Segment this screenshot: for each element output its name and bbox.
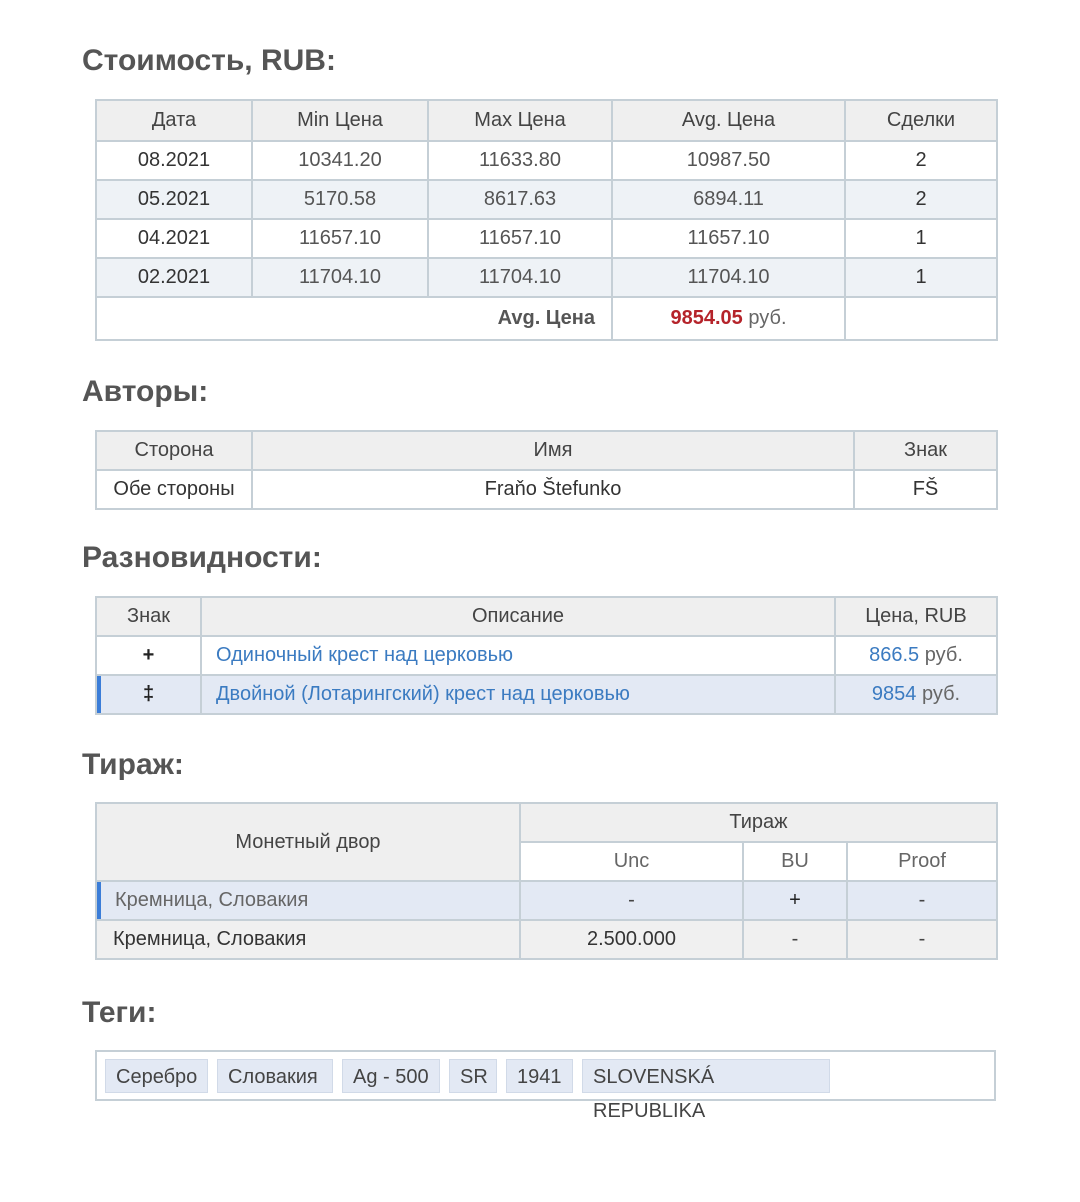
variety-mark: ‡ [96,675,201,714]
table-row [96,141,997,180]
col-header-unc: Unc [520,842,743,881]
variety-price-unit: руб. [921,683,961,705]
variety-row[interactable] [96,636,997,675]
min-price-cell: 11704.10 [252,258,428,297]
variety-mark: + [96,636,201,675]
author-mark-cell: FŠ [854,470,997,509]
table-row [96,180,997,219]
variety-description-cell [201,675,835,714]
cost-table [95,99,998,341]
date-cell: 05.2021 [96,180,252,219]
col-header-date: Дата [96,100,252,141]
min-price-cell: 5170.58 [252,180,428,219]
col-header-proof: Proof [847,842,997,881]
unc-cell: - [520,881,743,920]
bu-cell: - [743,920,847,959]
variety-price-cell [835,675,997,714]
mintage-row-selected[interactable] [96,881,997,920]
mintage-section-title: Тираж: [82,748,184,781]
proof-cell: - [847,920,997,959]
avg-price-cell: 11657.10 [612,219,845,258]
author-name-cell: Fraňo Štefunko [252,470,854,509]
deals-cell: 2 [845,180,997,219]
variety-price-cell [835,636,997,675]
side-cell: Обе стороны [96,470,252,509]
mint-name-cell: Кремница, Словакия [96,881,520,920]
col-header-description: Описание [201,597,835,636]
tag-item[interactable]: 1941 [506,1059,573,1093]
avg-summary-cell [612,297,845,340]
bu-cell: + [743,881,847,920]
min-price-cell: 10341.20 [252,141,428,180]
variety-link[interactable]: Одиночный крест над церковью [216,644,513,666]
col-header-mintage: Тираж [520,803,997,842]
tags-container [95,1050,996,1122]
mint-name-cell: Кремница, Словакия [96,920,520,959]
max-price-cell: 11633.80 [428,141,612,180]
tag-item[interactable]: SR [449,1059,497,1093]
authors-table [95,430,998,510]
authors-section-title: Авторы: [82,375,209,408]
table-row [96,219,997,258]
col-header-max-price: Max Цена [428,100,612,141]
col-header-mint: Монетный двор [96,803,520,881]
variety-description-cell [201,636,835,675]
avg-summary-label: Avg. Цена [96,297,612,340]
variety-link[interactable]: Двойной (Лотарингский) крест над церковью [216,683,630,705]
avg-price-cell: 11704.10 [612,258,845,297]
avg-summary-value: 9854.05 [670,307,743,329]
variety-price-unit: руб. [924,644,963,666]
tag-item[interactable]: Серебро [105,1059,208,1093]
max-price-cell: 11704.10 [428,258,612,297]
avg-price-cell: 6894.11 [612,180,845,219]
date-cell: 02.2021 [96,258,252,297]
tag-item[interactable]: Словакия [217,1059,333,1093]
max-price-cell: 11657.10 [428,219,612,258]
col-header-mark: Знак [96,597,201,636]
col-header-price: Цена, RUB [835,597,997,636]
col-header-deals: Сделки [845,100,997,141]
table-row [96,258,997,297]
col-header-min-price: Min Цена [252,100,428,141]
variety-price-link[interactable]: 866.5 [869,644,920,666]
varieties-section-title: Разновидности: [82,541,322,574]
empty-cell [845,297,997,340]
date-cell: 04.2021 [96,219,252,258]
variety-price-link[interactable]: 9854 [871,683,917,705]
avg-summary-row [96,297,997,340]
variety-row-selected[interactable] [96,675,997,714]
avg-summary-unit: руб. [748,307,787,329]
deals-cell: 1 [845,258,997,297]
proof-cell: - [847,881,997,920]
col-header-bu: BU [743,842,847,881]
tag-item[interactable]: Ag - 500 [342,1059,440,1093]
cost-section-title: Стоимость, RUB: [82,44,336,77]
tag-item[interactable]: SLOVENSKÁ REPUBLIKA [582,1059,830,1093]
col-header-side: Сторона [96,431,252,470]
table-row [96,470,997,509]
col-header-name: Имя [252,431,854,470]
date-cell: 08.2021 [96,141,252,180]
deals-cell: 2 [845,141,997,180]
mintage-row[interactable] [96,920,997,959]
col-header-mark: Знак [854,431,997,470]
max-price-cell: 8617.63 [428,180,612,219]
avg-price-cell: 10987.50 [612,141,845,180]
varieties-table [95,596,998,715]
tags-section-title: Теги: [82,996,157,1029]
deals-cell: 1 [845,219,997,258]
unc-cell: 2.500.000 [520,920,743,959]
min-price-cell: 11657.10 [252,219,428,258]
col-header-avg-price: Avg. Цена [612,100,845,141]
mintage-table [95,802,998,960]
